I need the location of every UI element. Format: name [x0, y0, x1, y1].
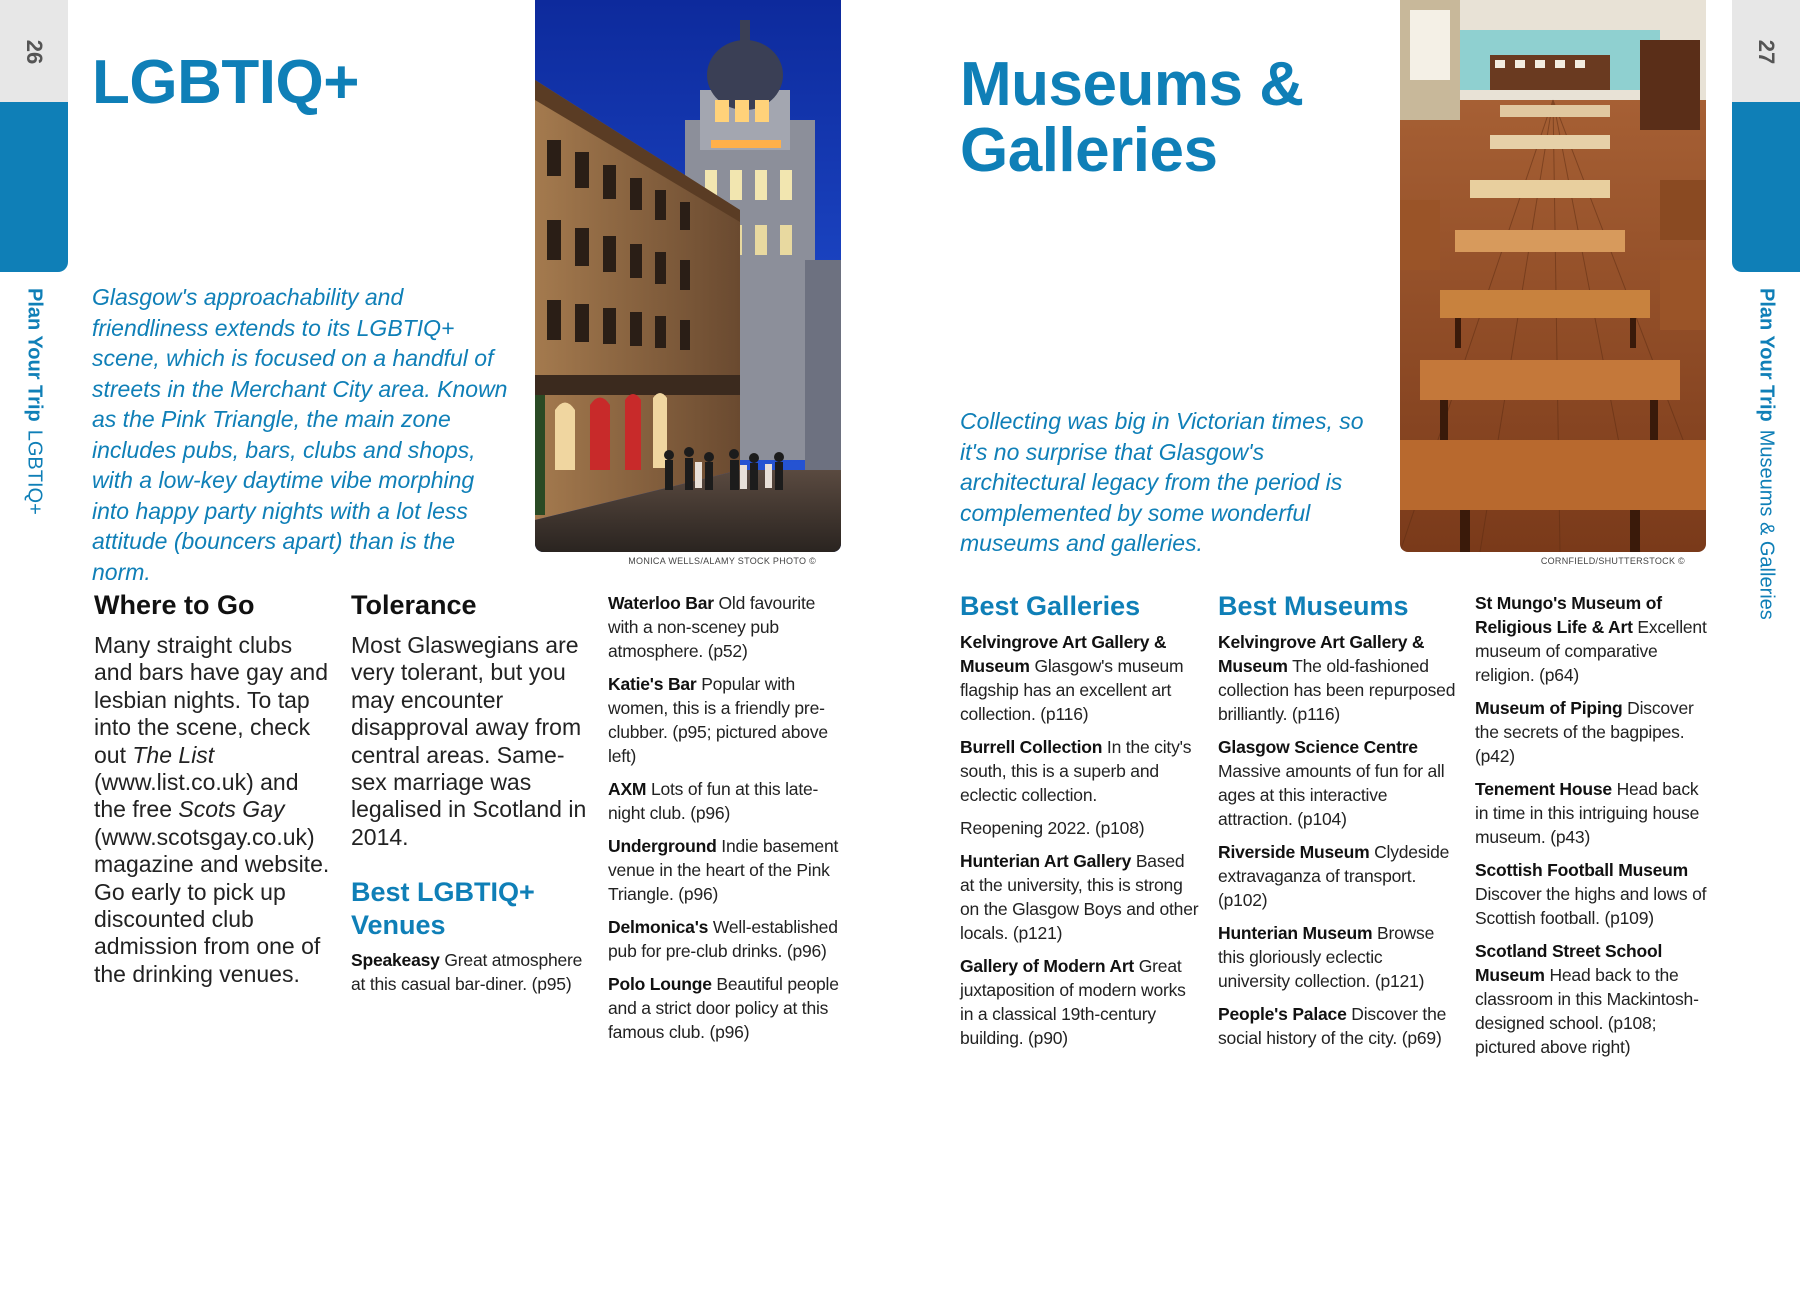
photo-credit-left: MONICA WELLS/ALAMY STOCK PHOTO ©: [628, 556, 816, 566]
intro-museums: Collecting was big in Victorian times, so it's no surprise that Glasgow's architectural legacy from the period is complemented by some wonderful museums and galleries.: [960, 408, 1364, 556]
scots-gay-title: Scots Gay: [178, 796, 285, 823]
page-number-box: [1732, 0, 1800, 102]
where-to-go-text-3: (www.scotsgay.co.uk) magazine and website. Go early to pick up discounted club admission from one of the drinking venues.: [94, 823, 330, 987]
venue-name: Polo Lounge: [608, 974, 712, 994]
venue-name: Waterloo Bar: [608, 593, 714, 613]
list-item: [1475, 591, 1715, 687]
museums-list-col2: [1475, 591, 1715, 1068]
running-header-topic: Museums & Galleries: [1755, 429, 1778, 620]
running-header-right: [1755, 288, 1778, 620]
venue-desc: Popular with women, this is a friendly pre-clubber. (p95; pictured above left): [608, 674, 828, 766]
museum-name: St Mungo's Museum of Religious Life & Art: [1475, 593, 1662, 637]
list-item: [1218, 630, 1458, 726]
list-item: [960, 849, 1200, 945]
list-item: [960, 816, 1200, 840]
museum-desc: Browse this gloriously eclectic university collection. (p121): [1218, 923, 1435, 991]
list-item: [960, 735, 1200, 807]
list-item: [608, 834, 848, 906]
running-header-section: Plan Your Trip: [23, 288, 46, 422]
venue-name: Katie's Bar: [608, 674, 697, 694]
venue-desc: Lots of fun at this late-night club. (p96): [608, 779, 819, 823]
museum-name: Hunterian Museum: [1218, 923, 1373, 943]
title-line-1: Museums &: [960, 50, 1304, 119]
chapter-marker: [1732, 102, 1800, 272]
list-item: [351, 948, 591, 996]
list-item: [608, 972, 848, 1044]
venue-desc: Indie basement venue in the heart of the Pink Triangle. (p96): [608, 836, 839, 904]
museum-desc: Head back in time in this intriguing house museum. (p43): [1475, 779, 1700, 847]
venue-name: Underground: [608, 836, 717, 856]
list-item: [960, 954, 1200, 1050]
list-item: [1218, 840, 1458, 912]
museum-desc: Discover the secrets of the bagpipes. (p42): [1475, 698, 1694, 766]
gallery-name: Burrell Collection: [960, 737, 1103, 757]
list-item: [608, 672, 848, 768]
page-number-left: 26: [22, 39, 47, 65]
museum-desc: Excellent museum of comparative religion. (p64): [1475, 617, 1707, 685]
page-number-right: 27: [1754, 39, 1779, 65]
museum-name: Tenement House: [1475, 779, 1612, 799]
list-item: [960, 630, 1200, 726]
running-header-topic: LGBTIQ+: [23, 429, 46, 515]
venue-name: AXM: [608, 779, 647, 799]
museum-desc: The old-fashioned collection has been repurposed brilliantly. (p116): [1218, 656, 1456, 724]
list-item: [1475, 696, 1715, 768]
list-item: [1218, 735, 1458, 831]
galleries-list: [960, 630, 1200, 1059]
list-item: [1475, 777, 1715, 849]
gallery-desc: Great juxtaposition of modern works in a classical 19th-century building. (p90): [960, 956, 1186, 1048]
venue-desc: Old favourite with a non-sceney pub atmosphere. (p52): [608, 593, 816, 661]
heading-tolerance: Tolerance: [351, 590, 477, 620]
list-item: [608, 591, 848, 663]
list-item: [1218, 1002, 1458, 1050]
venue-name: Delmonica's: [608, 917, 709, 937]
museum-name: Scotland Street School Museum: [1475, 941, 1663, 985]
list-item: [608, 777, 848, 825]
running-header-section: Plan Your Trip: [1755, 288, 1778, 422]
heading-best-museums: Best Museums: [1218, 591, 1409, 621]
venue-name: Speakeasy: [351, 950, 440, 970]
museum-name: Kelvingrove Art Gallery & Museum: [1218, 632, 1425, 676]
museum-desc: Massive amounts of fun for all ages at this interactive attraction. (p104): [1218, 761, 1445, 829]
running-header-left: [23, 288, 46, 515]
title-line-2: Galleries: [960, 116, 1218, 185]
gallery-desc: Based at the university, this is strong on the Glasgow Boys and other locals. (p121): [960, 851, 1199, 943]
the-list-title: The List: [132, 741, 215, 768]
heading-where-to-go: Where to Go: [94, 590, 255, 620]
list-item: [1218, 921, 1458, 993]
museum-desc: Discover the highs and lows of Scottish football. (p109): [1475, 884, 1707, 928]
venues-list-col1: [351, 948, 591, 1005]
list-item: [1475, 939, 1715, 1059]
text-tolerance: Most Glaswegians are very tolerant, but you may encounter disapproval away from central areas. Same-sex marriage was legalised in Scotland in 2014.: [351, 632, 587, 850]
chapter-marker: [0, 102, 68, 272]
photo-merchant-city-street: [535, 0, 841, 552]
venue-desc: Well-established pub for pre-club drinks. (p96): [608, 917, 838, 961]
gallery-desc: Reopening 2022. (p108): [960, 818, 1145, 838]
venues-list-col2: [608, 591, 848, 1053]
photo-scotland-street-classroom: [1400, 0, 1706, 552]
gallery-desc: Glasgow's museum flagship has an excellent art collection. (p116): [960, 656, 1184, 724]
museum-name: Glasgow Science Centre: [1218, 737, 1418, 757]
where-to-go-text-2: (www.list.co.uk) and the free: [94, 769, 299, 823]
gallery-desc: In the city's south, this is a superb and eclectic collection.: [960, 737, 1192, 805]
heading-best-lgbtiq-venues: Best LGBTIQ+ Venues: [351, 877, 535, 940]
museum-desc: Head back to the classroom in this Mackintosh-designed school. (p108; pictured above right): [1475, 965, 1699, 1057]
where-to-go-text-1: Many straight clubs and bars have gay and lesbian nights. To tap into the scene, check out: [94, 632, 329, 768]
venue-desc: Beautiful people and a strict door policy at this famous club. (p96): [608, 974, 839, 1042]
venue-desc: Great atmosphere at this casual bar-diner. (p95): [351, 950, 583, 994]
street-scene-illustration: [535, 0, 841, 552]
museum-desc: Discover the social history of the city. (p69): [1218, 1004, 1447, 1048]
museum-name: Scottish Football Museum: [1475, 860, 1688, 880]
museum-name: People's Palace: [1218, 1004, 1347, 1024]
gallery-name: Kelvingrove Art Gallery & Museum: [960, 632, 1167, 676]
gallery-name: Gallery of Modern Art: [960, 956, 1135, 976]
museum-name: Riverside Museum: [1218, 842, 1370, 862]
classroom-illustration: [1400, 0, 1706, 552]
text-where-to-go: [94, 632, 330, 988]
museums-list-col1: [1218, 630, 1458, 1059]
page-title-lgbtiq: LGBTIQ+: [92, 48, 359, 117]
gallery-name: Hunterian Art Gallery: [960, 851, 1132, 871]
page-title-museums: [960, 52, 1303, 184]
heading-best-galleries: Best Galleries: [960, 591, 1141, 621]
page-number-box: [0, 0, 68, 102]
intro-lgbtiq: Glasgow's approachability and friendliness extends to its LGBTIQ+ scene, which is focused on a handful of streets in the Merchant City area. Known as the Pink Triangle, the main zone includes pubs, bars, clubs and shops, with a low-key daytime vibe morphing into happy party nights with a lot less attitude (bouncers apart) than is the norm.: [92, 284, 508, 585]
museum-desc: Clydeside extravaganza of transport. (p102): [1218, 842, 1450, 910]
list-item: [608, 915, 848, 963]
list-item: [1475, 858, 1715, 930]
photo-credit-right: CORNFIELD/SHUTTERSTOCK ©: [1540, 556, 1685, 566]
museum-name: Museum of Piping: [1475, 698, 1623, 718]
